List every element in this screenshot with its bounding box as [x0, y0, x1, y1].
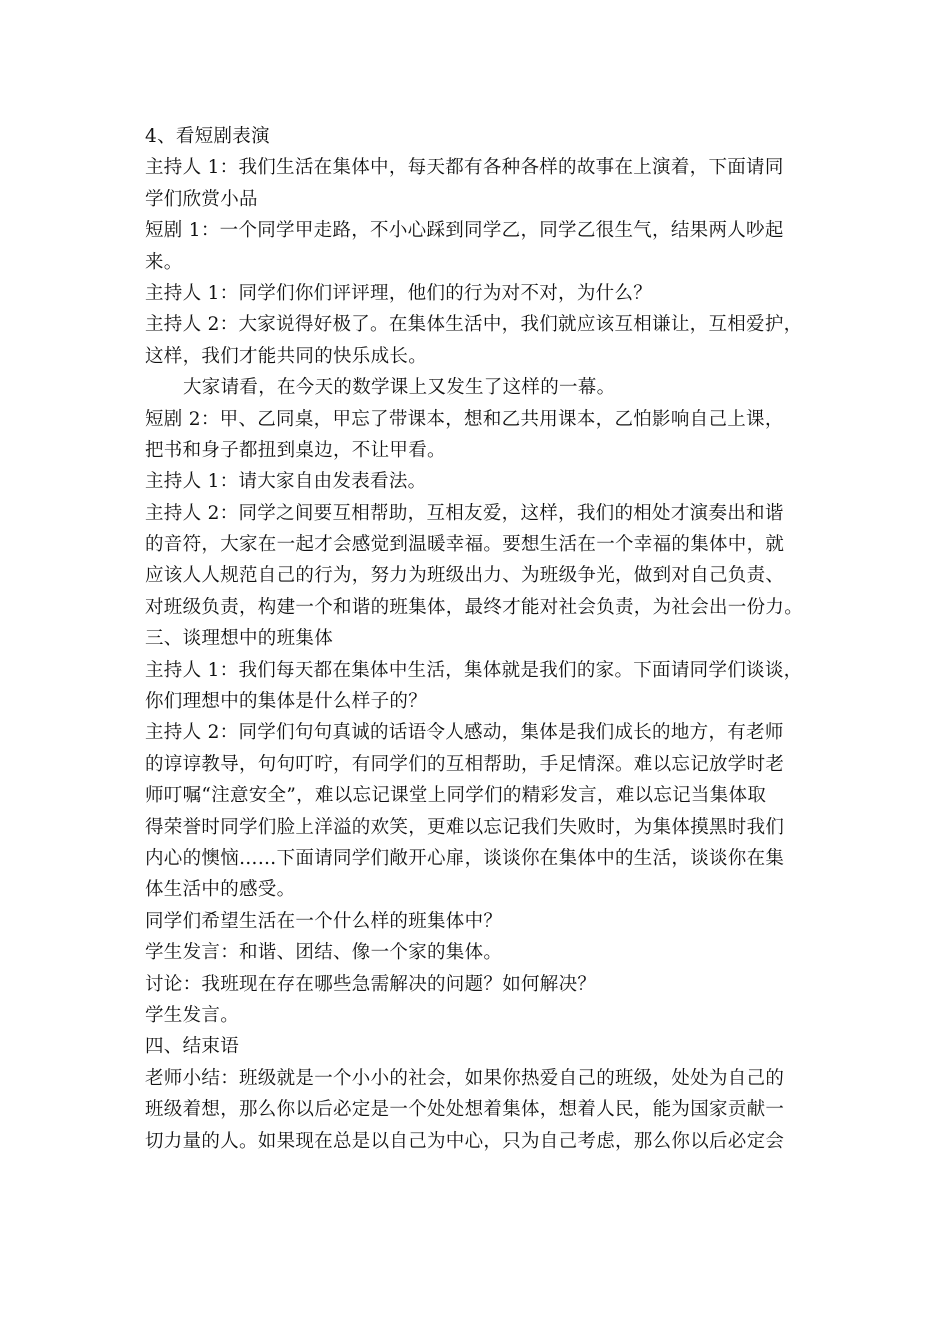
paragraph-line: 体生活中的感受。	[145, 879, 296, 901]
paragraph-line: 班级着想，那么你以后必定是一个处处想着集体，想着人民，能为国家贡献一	[145, 1099, 785, 1121]
paragraph-line: 短剧 2：甲、乙同桌，甲忘了带课本，想和乙共用课本，乙怕影响自己上课，	[145, 408, 784, 430]
paragraph-line: 切力量的人。如果现在总是以自己为中心，只为自己考虑，那么你以后必定会	[145, 1130, 785, 1152]
paragraph-line: 这样，我们才能共同的快乐成长。	[145, 345, 428, 367]
paragraph-line: 得荣誉时同学们脸上洋溢的欢笑，更难以忘记我们失败时，为集体摸黑时我们	[145, 816, 785, 838]
paragraph-line: 主持人 1：请大家自由发表看法。	[145, 471, 427, 493]
paragraph-line: 应该人人规范自己的行为，努力为班级出力、为班级争光，做到对自己负责、	[145, 565, 785, 587]
paragraph-line: 学生发言。	[145, 1004, 240, 1026]
paragraph-line: 来。	[145, 251, 183, 273]
paragraph-line: 对班级负责，构建一个和谐的班集体，最终才能对社会负责，为社会出一份力。	[145, 596, 804, 618]
section-heading-ideal-class: 三、谈理想中的班集体	[145, 628, 334, 650]
paragraph-line: 主持人 1：同学们你们评评理，他们的行为对不对，为什么？	[145, 282, 653, 304]
paragraph-line: 内心的懊恼……下面请同学们敞开心扉，谈谈你在集体中的生活，谈谈你在集	[145, 847, 785, 869]
paragraph-line: 师叮嘱“注意安全”，难以忘记课堂上同学们的精彩发言，难以忘记当集体取	[145, 785, 767, 807]
paragraph-line: 主持人 1：我们每天都在集体中生活，集体就是我们的家。下面请同学们谈谈，	[145, 659, 803, 681]
paragraph-line: 的音符，大家在一起才会感觉到温暖幸福。要想生活在一个幸福的集体中，就	[145, 534, 785, 556]
paragraph-line: 讨论：我班现在存在哪些急需解决的问题？如何解决？	[145, 973, 597, 995]
section-heading-skit: 4、看短剧表演	[145, 126, 270, 147]
paragraph-line: 主持人 2：同学之间要互相帮助，互相友爱，这样，我们的相处才演奏出和谐	[145, 502, 784, 524]
paragraph-line: 主持人 2：同学们句句真诚的话语令人感动，集体是我们成长的地方，有老师	[145, 722, 784, 744]
paragraph-line: 主持人 1：我们生活在集体中，每天都有各种各样的故事在上演着，下面请同	[145, 157, 784, 179]
paragraph-line: 大家请看，在今天的数学课上又发生了这样的一幕。	[183, 377, 616, 399]
paragraph-line: 把书和身子都扭到桌边，不让甲看。	[145, 439, 446, 461]
paragraph-line: 学们欣赏小品	[145, 188, 258, 210]
document-page	[145, 121, 817, 1157]
paragraph-line: 同学们希望生活在一个什么样的班集体中？	[145, 910, 503, 932]
paragraph-line: 的谆谆教导，句句叮咛，有同学们的互相帮助，手足情深。难以忘记放学时老	[145, 753, 785, 775]
paragraph-line: 老师小结：班级就是一个小小的社会，如果你热爱自己的班级，处处为自己的	[145, 1067, 785, 1089]
paragraph-line: 学生发言：和谐、团结、像一个家的集体。	[145, 942, 503, 964]
paragraph-line: 主持人 2：大家说得好极了。在集体生活中，我们就应该互相谦让，互相爱护，	[145, 314, 803, 336]
paragraph-line: 短剧 1：一个同学甲走路，不小心踩到同学乙，同学乙很生气，结果两人吵起	[145, 220, 784, 242]
paragraph-line: 你们理想中的集体是什么样子的？	[145, 691, 428, 713]
section-heading-conclusion: 四、结束语	[145, 1036, 240, 1058]
